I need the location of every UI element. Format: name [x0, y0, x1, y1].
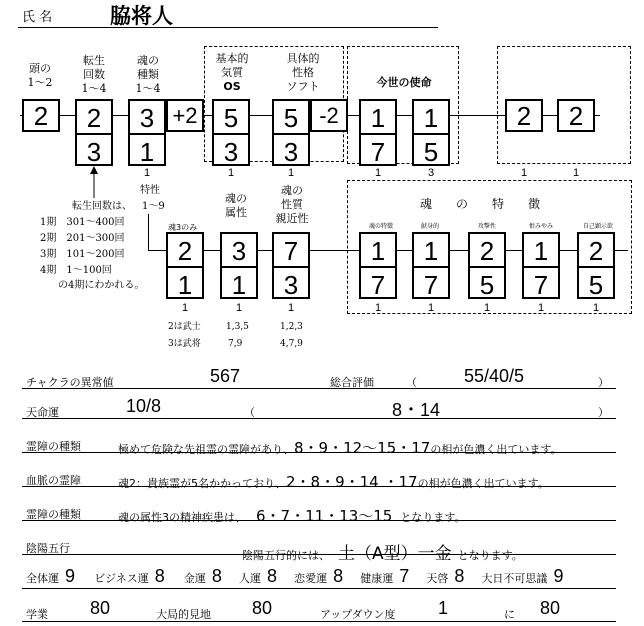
line1-underline — [22, 452, 616, 453]
trait-bottom: 1 — [592, 302, 600, 314]
trait-bottom: 1 — [427, 302, 435, 314]
trait-bottom: 1 — [537, 302, 545, 314]
total-value: 55/40/5 — [464, 366, 525, 386]
trait-box-3: 2 5 — [468, 232, 506, 299]
ni-value: 80 — [540, 598, 561, 618]
affinity-box: 7 3 — [272, 232, 310, 299]
row1-bottom: 1 — [374, 167, 382, 179]
line1-text: 極めて危険な先祖霊の霊障があり、8・9・12〜15・17の相が色濃く出ています。 — [118, 439, 562, 457]
row2-bottom: 1 — [235, 302, 243, 314]
last-underline — [22, 621, 616, 622]
trait-label: 特性 — [140, 185, 160, 196]
tenmei-value: 10/8 — [126, 396, 162, 416]
aff-note-1: 1,2,3 — [280, 322, 303, 332]
inyo-text: 陰陽五行的には、 土（A型）一金 となります。 — [242, 544, 523, 564]
reincarnation-box: 2 3 — [75, 99, 113, 166]
samurai-note: 2は武士 — [168, 322, 201, 332]
basic-box: 5 3 — [212, 99, 250, 166]
updown-label: アップダウン度 — [320, 608, 396, 621]
attr-note-1: 1,3,5 — [226, 322, 249, 332]
trait-bottom: 1 — [374, 302, 382, 314]
soul-type-box: 3 1 — [128, 99, 166, 166]
total-close: ） — [598, 376, 609, 389]
attr-note-2: 7,9 — [228, 339, 243, 349]
mission-box-2: 1 5 — [412, 99, 450, 166]
updown-value: 1 — [438, 598, 449, 618]
person-name: 脇将人 — [110, 4, 173, 28]
mission-box-1: 1 7 — [359, 99, 397, 166]
soul-only-label: 魂3のみ — [168, 223, 198, 232]
tenmei-open: （ — [244, 406, 255, 419]
reincarnation-note: 転生回数は、 1期 301〜400回 2期 201〜300回 3期 101〜200回 4期 1〜100回 の4期にわかれる。 — [40, 201, 145, 291]
trait-label-2: 献身的 — [420, 223, 439, 230]
trait-range: 1〜9 — [142, 201, 165, 212]
attr-label: 魂の 属性 — [225, 192, 247, 219]
arrow-up-icon — [88, 166, 100, 198]
extra-value-1: 2 — [505, 99, 543, 132]
tenmei-inner: 8・14 — [392, 400, 441, 420]
aff-note-2: 4,7,9 — [280, 339, 303, 349]
line3-text: 魂の属性3の精神疾患は、 6・7・11・13〜15 となります。 — [118, 507, 466, 525]
header-underline — [18, 27, 438, 28]
concrete-label: 具体的 性格 ソフト — [286, 52, 320, 93]
trait-label-5: 自己顕示欲 — [582, 223, 613, 230]
trait-box-5: 2 5 — [577, 232, 615, 299]
inyo-label: 陰陽五行 — [26, 542, 70, 555]
trait-box-1: 1 7 — [359, 232, 397, 299]
reincarnation-label: 転生 回数 1〜4 — [81, 54, 107, 95]
line2-label: 血脈の霊障 — [26, 474, 81, 487]
row2-bottom: 1 — [287, 302, 295, 314]
tenmei-underline — [22, 418, 616, 419]
tenmei-close: ） — [598, 406, 609, 419]
attr-box: 3 1 — [220, 232, 258, 299]
general-note: 3は武将 — [168, 339, 201, 349]
tenmei-label: 天命運 — [26, 406, 59, 419]
head-value: 2 — [22, 99, 60, 132]
affinity-label: 魂の 性質 親近性 — [275, 184, 309, 225]
mission-label: 今世の使命 — [376, 76, 432, 89]
name-label: 氏 名 — [22, 10, 53, 25]
fortunes-underline — [22, 588, 616, 589]
basic-label: 基本的 気質 OS — [215, 52, 249, 93]
line2-text: 魂2：貴族霊が5名かかっており、2・8・9・14 ・17の相が色濃く出ています。 — [118, 473, 549, 491]
chakra-label: チャクラの異常値 — [26, 376, 114, 389]
trait-label-3: 攻撃性 — [477, 223, 496, 230]
ni-label: に — [504, 608, 515, 621]
trait-label-4: 恨みやみ — [528, 223, 553, 230]
study-value: 80 — [90, 598, 111, 618]
line3-underline — [22, 520, 616, 521]
row1-bottom: 1 — [143, 167, 151, 179]
row1-bottom: 1 — [572, 167, 580, 179]
fortunes-row: 全体運 9 ビジネス運 8 金運 8 人運 8 恋愛運 8 健康運 7 天啓 8 大日不可思議 9 — [26, 566, 564, 586]
extra-value-2: 2 — [557, 99, 595, 132]
chakra-underline — [22, 388, 616, 389]
chakra-value: 567 — [210, 366, 241, 386]
total-label: 総合評価 — [330, 376, 374, 389]
soul-type-label: 魂の 種類 1〜4 — [135, 54, 161, 95]
soul-traits-title: 魂 の 特 徴 — [420, 197, 541, 211]
row1-bottom: 1 — [287, 167, 295, 179]
trait-bottom: 1 — [483, 302, 491, 314]
concrete-box: 5 3 — [272, 99, 310, 166]
row1-bottom: 3 — [427, 167, 435, 179]
trait-label-1: 魂の特徴 — [368, 223, 393, 230]
plus-modifier: +2 — [166, 99, 204, 132]
trait-box-4: 1 7 — [522, 232, 560, 299]
vision-label: 大局的見地 — [156, 608, 211, 621]
inyo-underline — [22, 554, 616, 555]
row2-bottom: 1 — [181, 302, 189, 314]
soul-only-box: 2 1 — [166, 232, 204, 299]
minus-modifier: -2 — [310, 99, 348, 132]
head-label: 頭の 1〜2 — [27, 62, 53, 89]
vision-value: 80 — [252, 598, 273, 618]
trait-box-2: 1 7 — [412, 232, 450, 299]
row1-bottom: 1 — [227, 167, 235, 179]
row1-bottom: 1 — [520, 167, 528, 179]
line3-label: 霊障の種類 — [26, 508, 81, 521]
total-open: （ — [406, 376, 417, 389]
line2-underline — [22, 486, 616, 487]
line1-label: 霊障の種類 — [26, 440, 81, 453]
study-label: 学業 — [26, 608, 48, 621]
trait-connector — [148, 214, 149, 250]
